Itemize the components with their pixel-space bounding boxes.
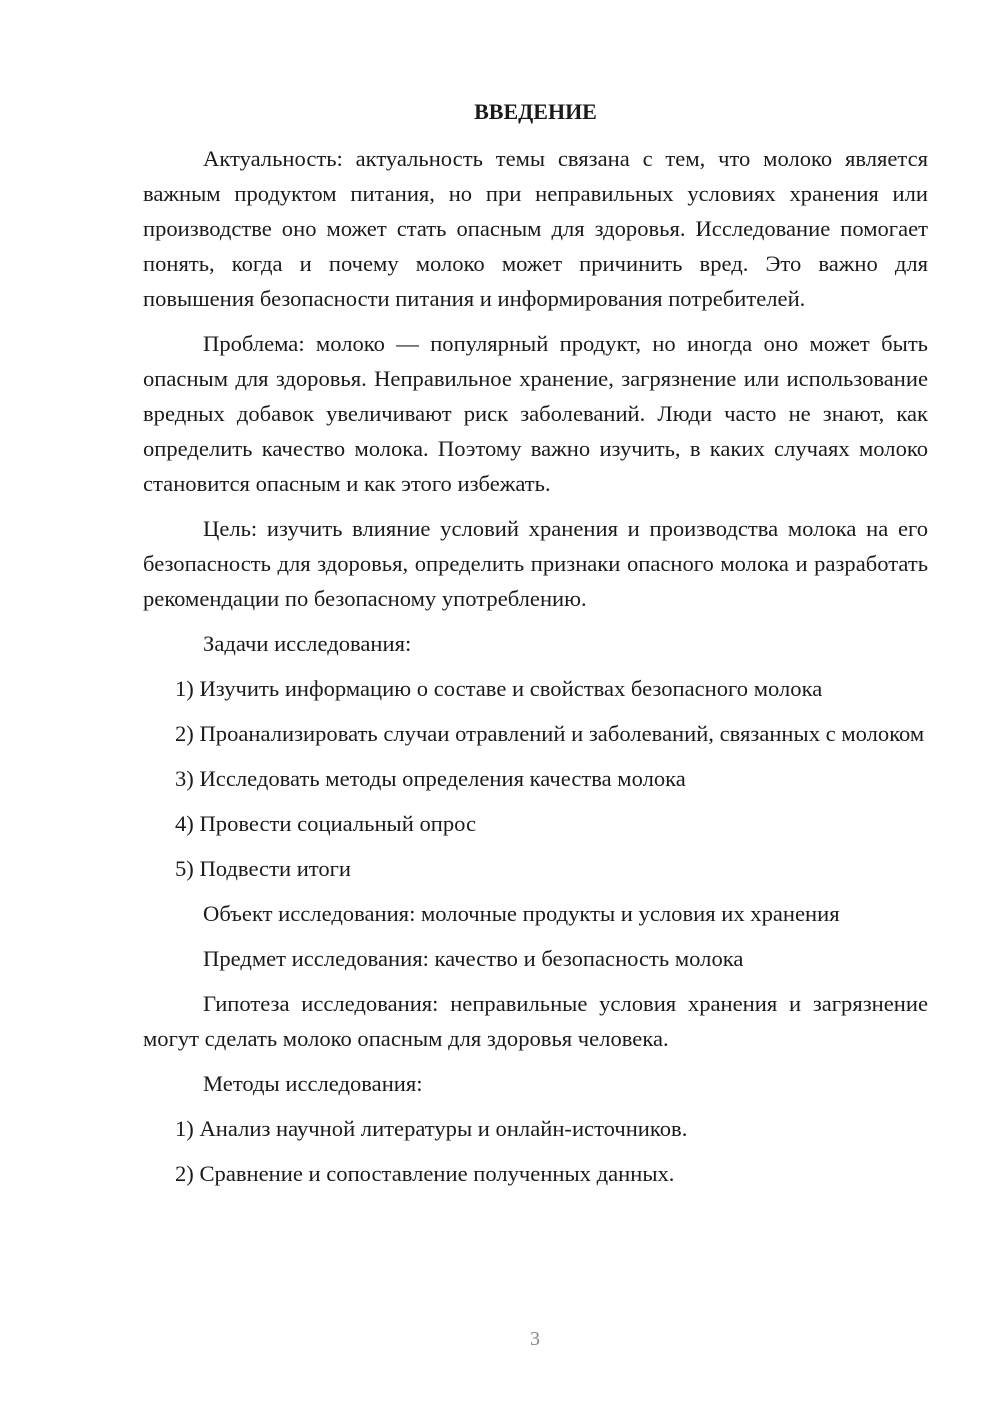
task-item: 5) Подвести итоги — [175, 856, 352, 881]
hypothesis-paragraph: Гипотеза исследования: неправильные условия хранения и загрязнение могут сделать молоко опасным для здоровья человека. — [143, 991, 928, 1051]
task-item: 1) Изучить информацию о составе и свойствах безопасного молока — [175, 676, 823, 701]
relevance-paragraph: Актуальность: актуальность темы связана с тем, что молоко является важным продуктом питания, но при неправильных условиях хранения или производстве оно может стать опасным для здоровья. Исследование помогает понять, когда и почему молоко может причинить вред. Это важно для повышения безопасности питания и информирования потребителей. — [143, 146, 928, 311]
method-item: 1) Анализ научной литературы и онлайн-источников. — [175, 1116, 688, 1141]
research-object: Объект исследования: молочные продукты и условия их хранения — [203, 901, 840, 926]
problem-paragraph: Проблема: молоко — популярный продукт, но иногда оно может быть опасным для здоровья. Неправильное хранение, загрязнение или использование вредных добавок увеличивают риск заболеваний. Люди часто не знают, как определить качество молока. Поэтому важно изучить, в каких случаях молоко становится опасным и как этого избежать. — [143, 331, 928, 496]
research-subject: Предмет исследования: качество и безопасность молока — [203, 946, 744, 971]
task-item: 3) Исследовать методы определения качества молока — [175, 766, 686, 791]
method-item: 2) Сравнение и сопоставление полученных данных. — [175, 1161, 675, 1186]
page-number: 3 — [530, 1328, 540, 1350]
methods-heading: Методы исследования: — [203, 1071, 423, 1096]
task-item: 2) Проанализировать случаи отравлений и заболеваний, связанных с молоком — [175, 721, 925, 746]
section-title: ВВЕДЕНИЕ — [474, 99, 597, 124]
task-item: 4) Провести социальный опрос — [175, 811, 477, 836]
document-page — [143, 94, 928, 1201]
goal-paragraph: Цель: изучить влияние условий хранения и производства молока на его безопасность для здоровья, определить признаки опасного молока и разработать рекомендации по безопасному употреблению. — [143, 516, 928, 611]
tasks-heading: Задачи исследования: — [203, 631, 412, 656]
